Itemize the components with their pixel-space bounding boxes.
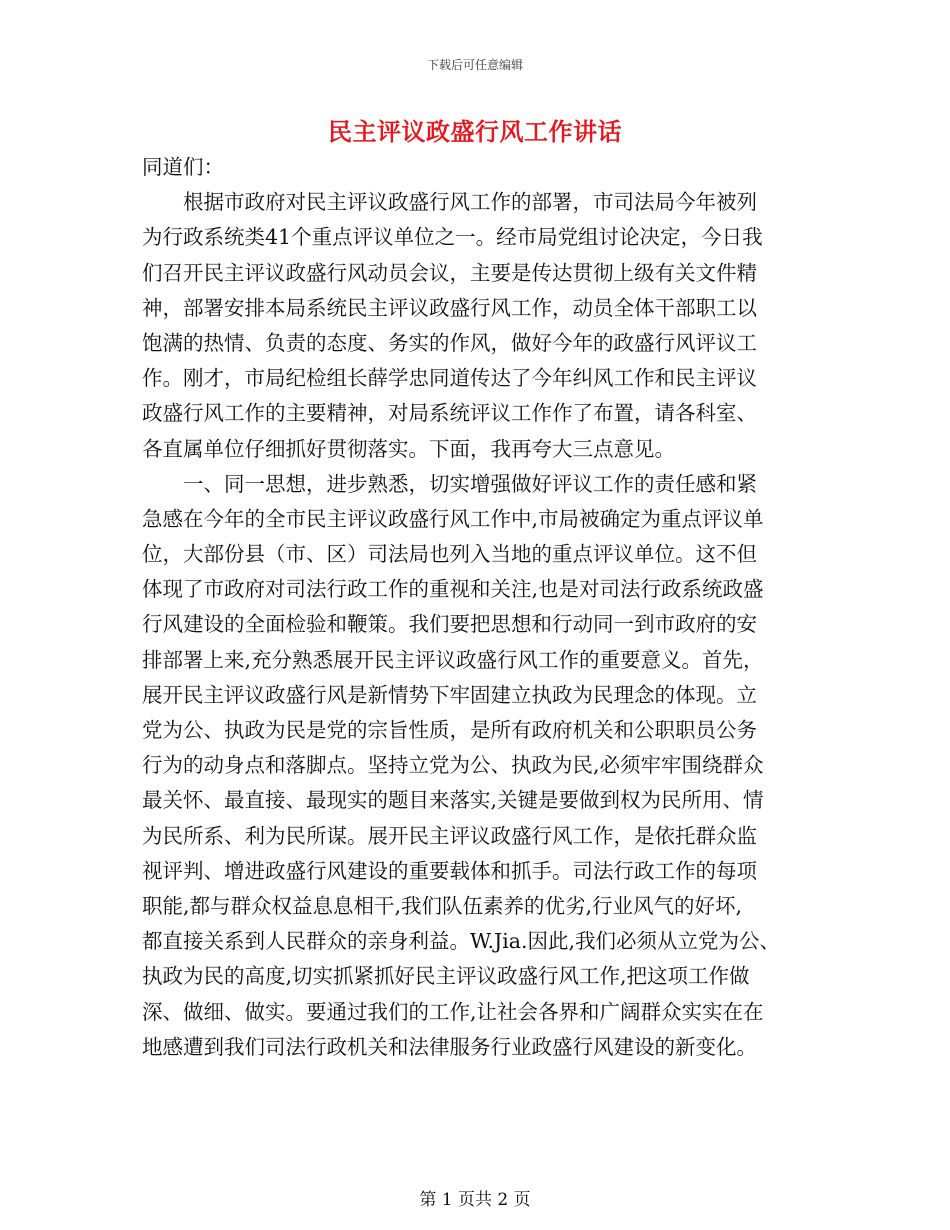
document-title: 民主评议政盛行风工作讲话 (328, 117, 622, 146)
text-line: 各直属单位仔细抓好贯彻落实。下面，我再夸大三点意见。 (142, 436, 675, 461)
text-line: 视评判、增进政盛行风建设的重要载体和抓手。司法行政工作的每项 (142, 858, 757, 883)
text-line: 同道们： (142, 155, 224, 179)
text-line: 神，部署安排本局系统民主评议政盛行风工作，动员全体干部职工以 (142, 295, 757, 320)
header-note: 下载后可任意编辑 (426, 58, 523, 72)
text-line: 位，大部份县（市、区）司法局也列入当地的重点评议单位。这不但 (142, 542, 757, 567)
text-line: 最关怀、最直接、最现实的题目来落实,关键是要做到权为民所用、情 (142, 788, 764, 813)
page-number: 第 1 页共 2 页 (419, 1190, 531, 1210)
text-line: 行为的动身点和落脚点。坚持立党为公、执政为民,必须牢牢围绕群众 (142, 753, 764, 778)
text-line: 为行政系统类41个重点评议单位之一。经市局党组讨论决定，今日我 (142, 225, 763, 250)
text-line: 排部署上来,充分熟悉展开民主评议政盛行风工作的重要意义。首先， (142, 647, 764, 672)
text-line: 深、做细、做实。要通过我们的工作,让社会各界和广阔群众实实在在 (142, 999, 764, 1024)
text-line: 根据市政府对民主评议政盛行风工作的部署，市司法局今年被列 (142, 190, 757, 215)
text-line: 作。刚才，市局纪检组长薛学忠同道传达了今年纠风工作和民主评议 (142, 366, 757, 391)
text-line: 一、同一思想，进步熟悉，切实增强做好评议工作的责任感和紧 (142, 471, 757, 496)
text-line: 们召开民主评议政盛行风动员会议，主要是传达贯彻上级有关文件精 (142, 260, 757, 285)
text-line: 党为公、执政为民是党的宗旨性质，是所有政府机关和公职职员公务 (142, 718, 757, 742)
text-line: 饱满的热情、负责的态度、务实的作风，做好今年的政盛行风评议工 (142, 330, 757, 355)
document-body (142, 150, 822, 1065)
text-line: 展开民主评议政盛行风是新情势下牢固建立执政为民理念的体现。立 (142, 682, 757, 707)
text-line: 执政为民的高度,切实抓紧抓好民主评议政盛行风工作,把这项工作做 (142, 964, 750, 989)
text-line: 为民所系、利为民所谋。展开民主评议政盛行风工作，是依托群众监 (142, 823, 757, 848)
text-line: 地感遭到我们司法行政机关和法律服务行业政盛行风建设的新变化。 (142, 1034, 757, 1059)
text-line: 政盛行风工作的主要精神，对局系统评议工作作了布置，请各科室、 (142, 401, 757, 426)
text-line: 职能,都与群众权益息息相干,我们队伍素养的优劣,行业风气的好坏, (142, 893, 743, 918)
text-line: 体现了市政府对司法行政工作的重视和关注,也是对司法行政系统政盛 (142, 577, 764, 602)
text-line: 行风建设的全面检验和鞭策。我们要把思想和行动同一到市政府的安 (142, 612, 757, 637)
text-line: 都直接关系到人民群众的亲身利益。W.Jia.因此,我们必须从立党为公、 (142, 929, 781, 954)
text-line: 急感在今年的全市民主评议政盛行风工作中,市局被确定为重点评议单 (142, 506, 764, 531)
